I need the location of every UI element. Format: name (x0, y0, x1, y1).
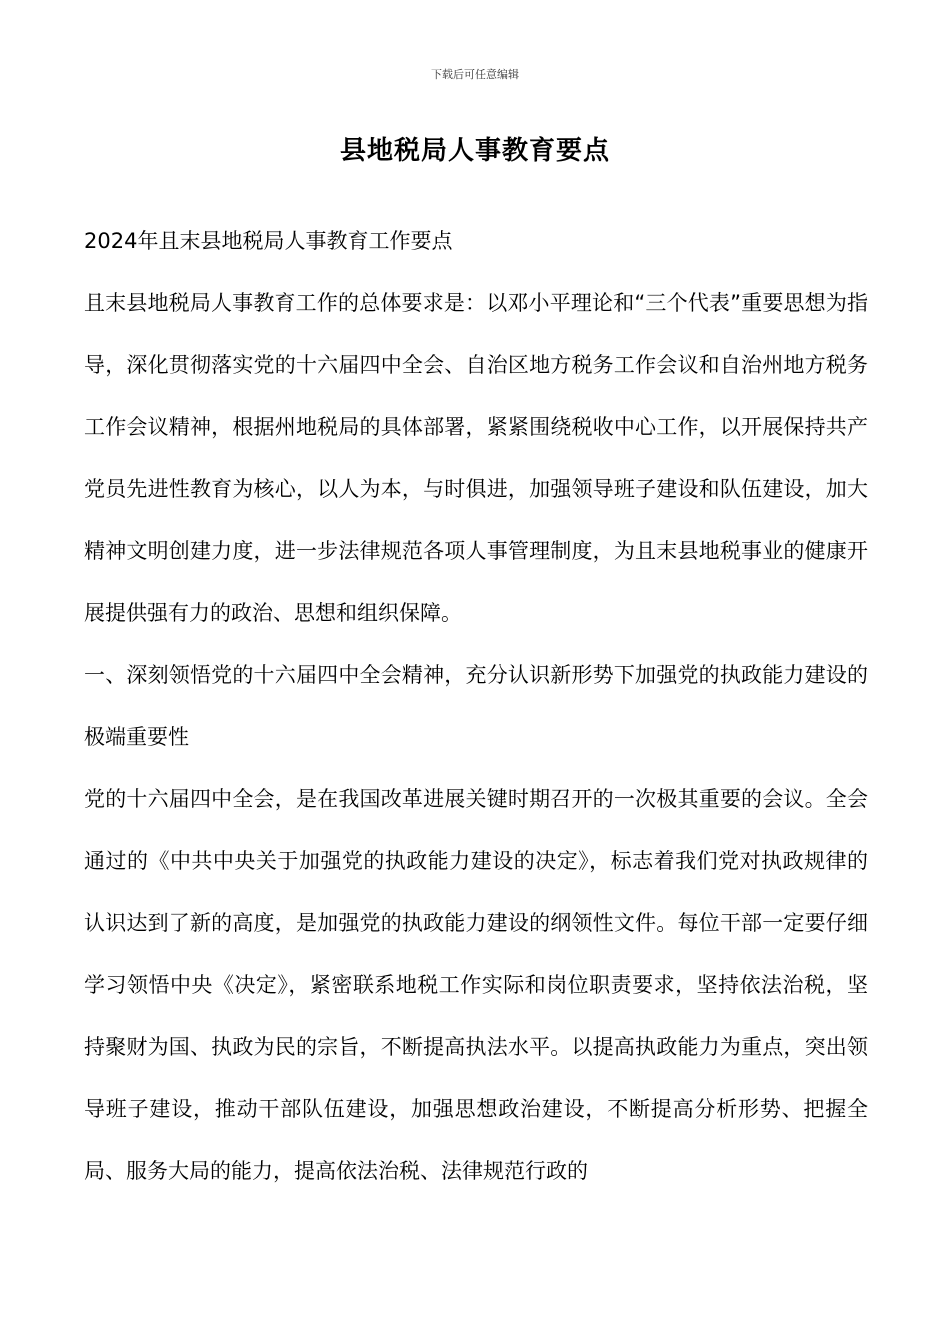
document-body (84, 210, 868, 1202)
section-heading-1: 一、深刻领悟党的十六届四中全会精神，充分认识新形势下加强党的执政能力建设的极端重要性 (84, 663, 868, 749)
header-note: 下载后可任意编辑 (431, 68, 519, 81)
document-subtitle: 2024年且末县地税局人事教育工作要点 (84, 229, 453, 253)
document-title: 县地税局人事教育要点 (339, 136, 610, 166)
paragraph-section-1: 党的十六届四中全会，是在我国改革进展关键时期召开的一次极其重要的会议。全会通过的《中共中央关于加强党的执政能力建设的决定》，标志着我们党对执政规律的认识达到了新的高度，是加强党的执政能力建设的纲领性文件。每位干部一定要仔细学习领悟中央《决定》，紧密联系地税工作实际和岗位职责要求，坚持依法治税，坚持聚财为国、执政为民的宗旨，不断提高执法水平。以提高执政能力为重点，突出领导班子建设，推动干部队伍建设，加强思想政治建设，不断提高分析形势、把握全局、服务大局的能力，提高依法治税、法律规范行政的 (84, 787, 868, 1183)
paragraph-overview: 且末县地税局人事教育工作的总体要求是：以邓小平理论和“三个代表”重要思想为指导，深化贯彻落实党的十六届四中全会、自治区地方税务工作会议和自治州地方税务工作会议精神，根据州地税局的具体部署，紧紧围绕税收中心工作，以开展保持共产党员先进性教育为核心，以人为本，与时俱进，加强领导班子建设和队伍建设，加大精神文明创建力度，进一步法律规范各项人事管理制度，为且末县地税事业的健康开展提供强有力的政治、思想和组织保障。 (84, 291, 868, 625)
